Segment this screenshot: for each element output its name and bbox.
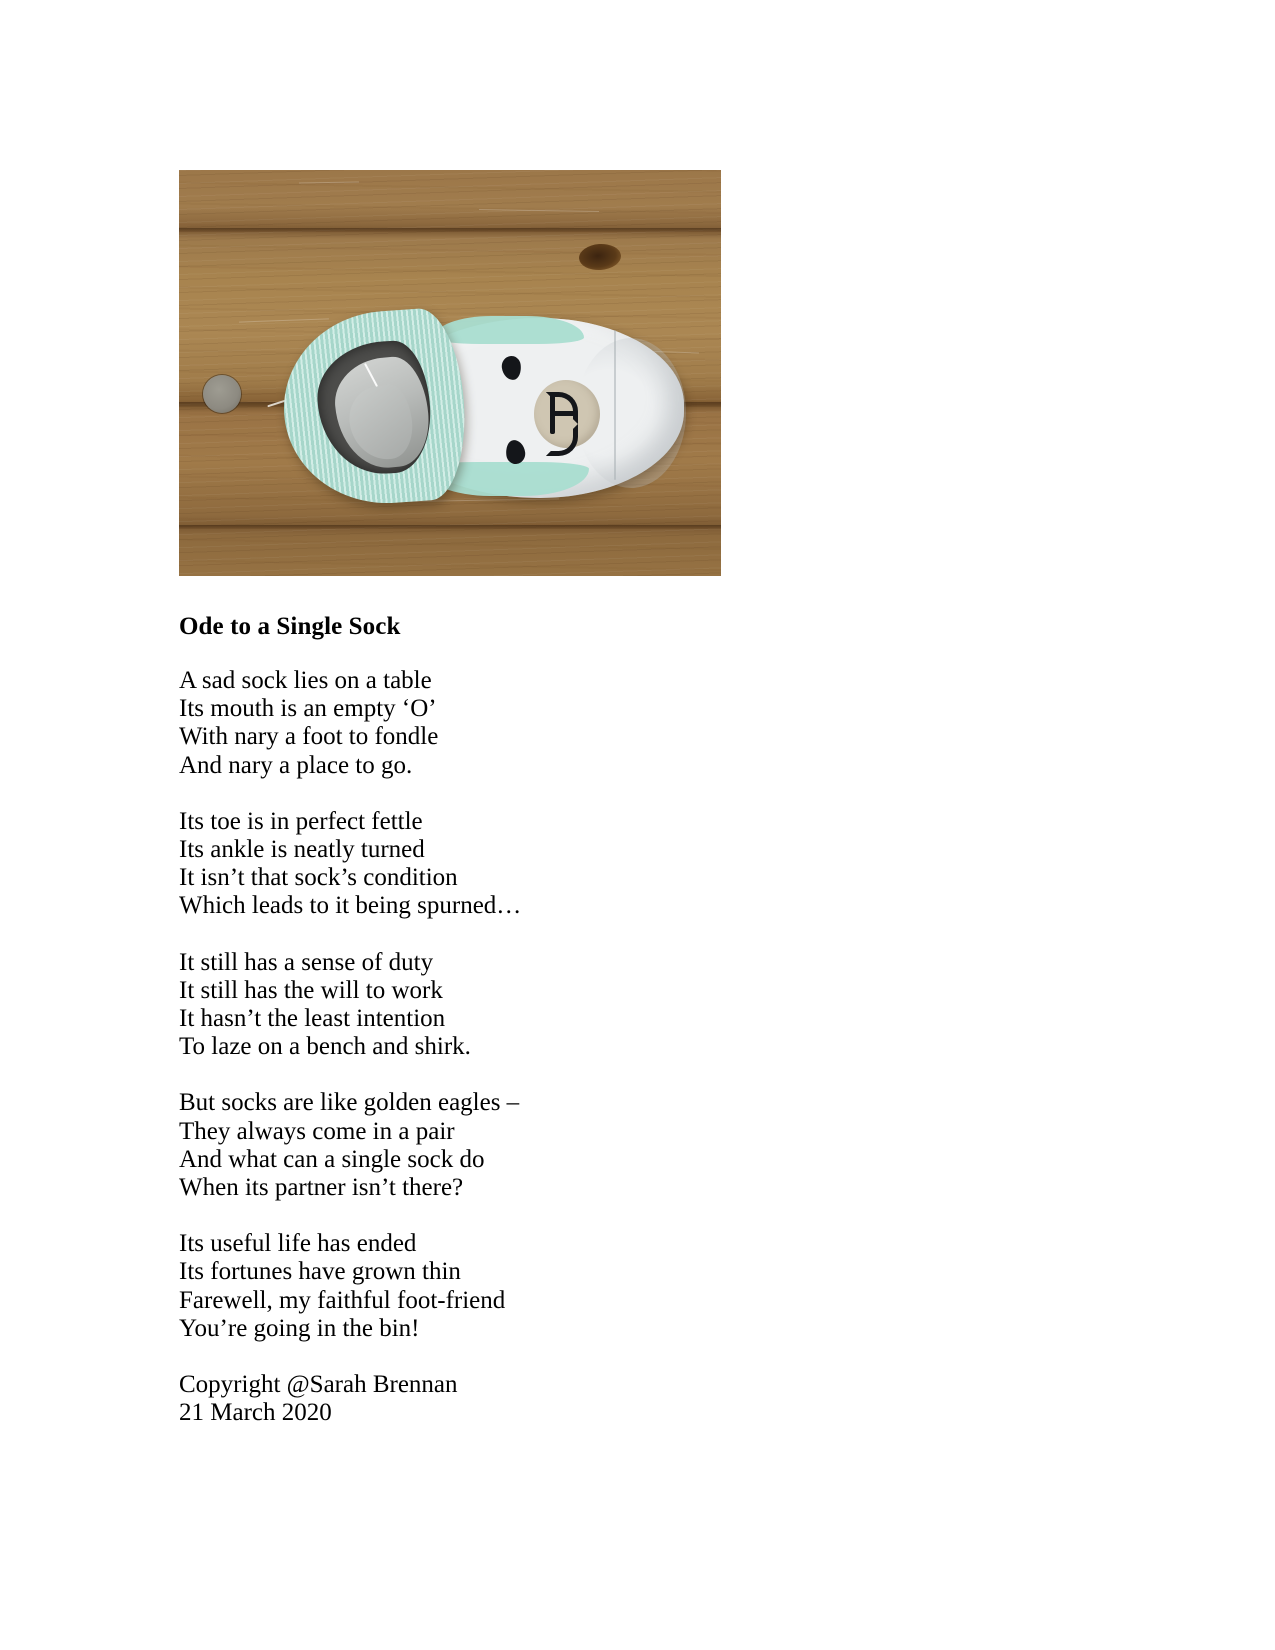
sock-mint-band-top <box>434 316 584 344</box>
stanza-5 <box>179 1230 939 1343</box>
wood-plug-icon <box>203 375 241 413</box>
copyright-line: Copyright @Sarah Brennan <box>179 1371 458 1399</box>
spacer <box>179 1343 939 1371</box>
poem-line: Its mouth is an empty ‘O’ <box>179 695 437 723</box>
spacer <box>179 780 939 808</box>
poem-line: It hasn’t the least intention <box>179 1005 446 1033</box>
sock-illustration <box>284 312 684 504</box>
poem-line: When its partner isn’t there? <box>179 1174 464 1202</box>
poem-line: A sad sock lies on a table <box>179 667 432 694</box>
poem-line: To laze on a bench and shirk. <box>179 1033 471 1061</box>
sock-toe-seam <box>614 330 616 480</box>
spacer <box>179 921 939 949</box>
poem-line: But socks are like golden eagles – <box>179 1089 520 1117</box>
spacer <box>179 1061 939 1089</box>
stanza-2 <box>179 808 939 921</box>
stanza-1 <box>179 667 939 780</box>
spacer <box>179 639 939 667</box>
poem-line: Its useful life has ended <box>179 1230 417 1258</box>
poem-title: Ode to a Single Sock <box>179 613 401 640</box>
poem-line: Its ankle is neatly turned <box>179 836 425 864</box>
poem-line: With nary a foot to fondle <box>179 723 439 751</box>
sock-face-nose-mouth-icon <box>546 392 588 436</box>
poem-line: Its fortunes have grown thin <box>179 1258 461 1286</box>
poem-line: And what can a single sock do <box>179 1145 485 1173</box>
stanza-4 <box>179 1089 939 1202</box>
poem-line: It still has the will to work <box>179 976 443 1004</box>
plank-seam <box>179 525 721 529</box>
date-line: 21 March 2020 <box>179 1399 332 1427</box>
poem-line: They always come in a pair <box>179 1117 455 1145</box>
poem-line: It still has a sense of duty <box>179 948 434 976</box>
credit-block <box>179 1371 939 1427</box>
page-content <box>179 170 1079 1427</box>
sock-photograph <box>179 170 721 576</box>
poem-line: It isn’t that sock’s condition <box>179 864 458 892</box>
sock-face-muzzle <box>534 380 600 448</box>
poem-line: Farewell, my faithful foot-friend <box>179 1286 506 1314</box>
plank-seam <box>179 228 721 232</box>
poem-line: Which leads to it being spurned… <box>179 892 522 920</box>
poem-line: And nary a place to go. <box>179 751 413 779</box>
stanza-3 <box>179 949 939 1062</box>
poem-body <box>179 614 939 1427</box>
poem-line: Its toe is in perfect fettle <box>179 807 423 835</box>
spacer <box>179 1202 939 1230</box>
poem-line: You’re going in the bin! <box>179 1314 420 1342</box>
